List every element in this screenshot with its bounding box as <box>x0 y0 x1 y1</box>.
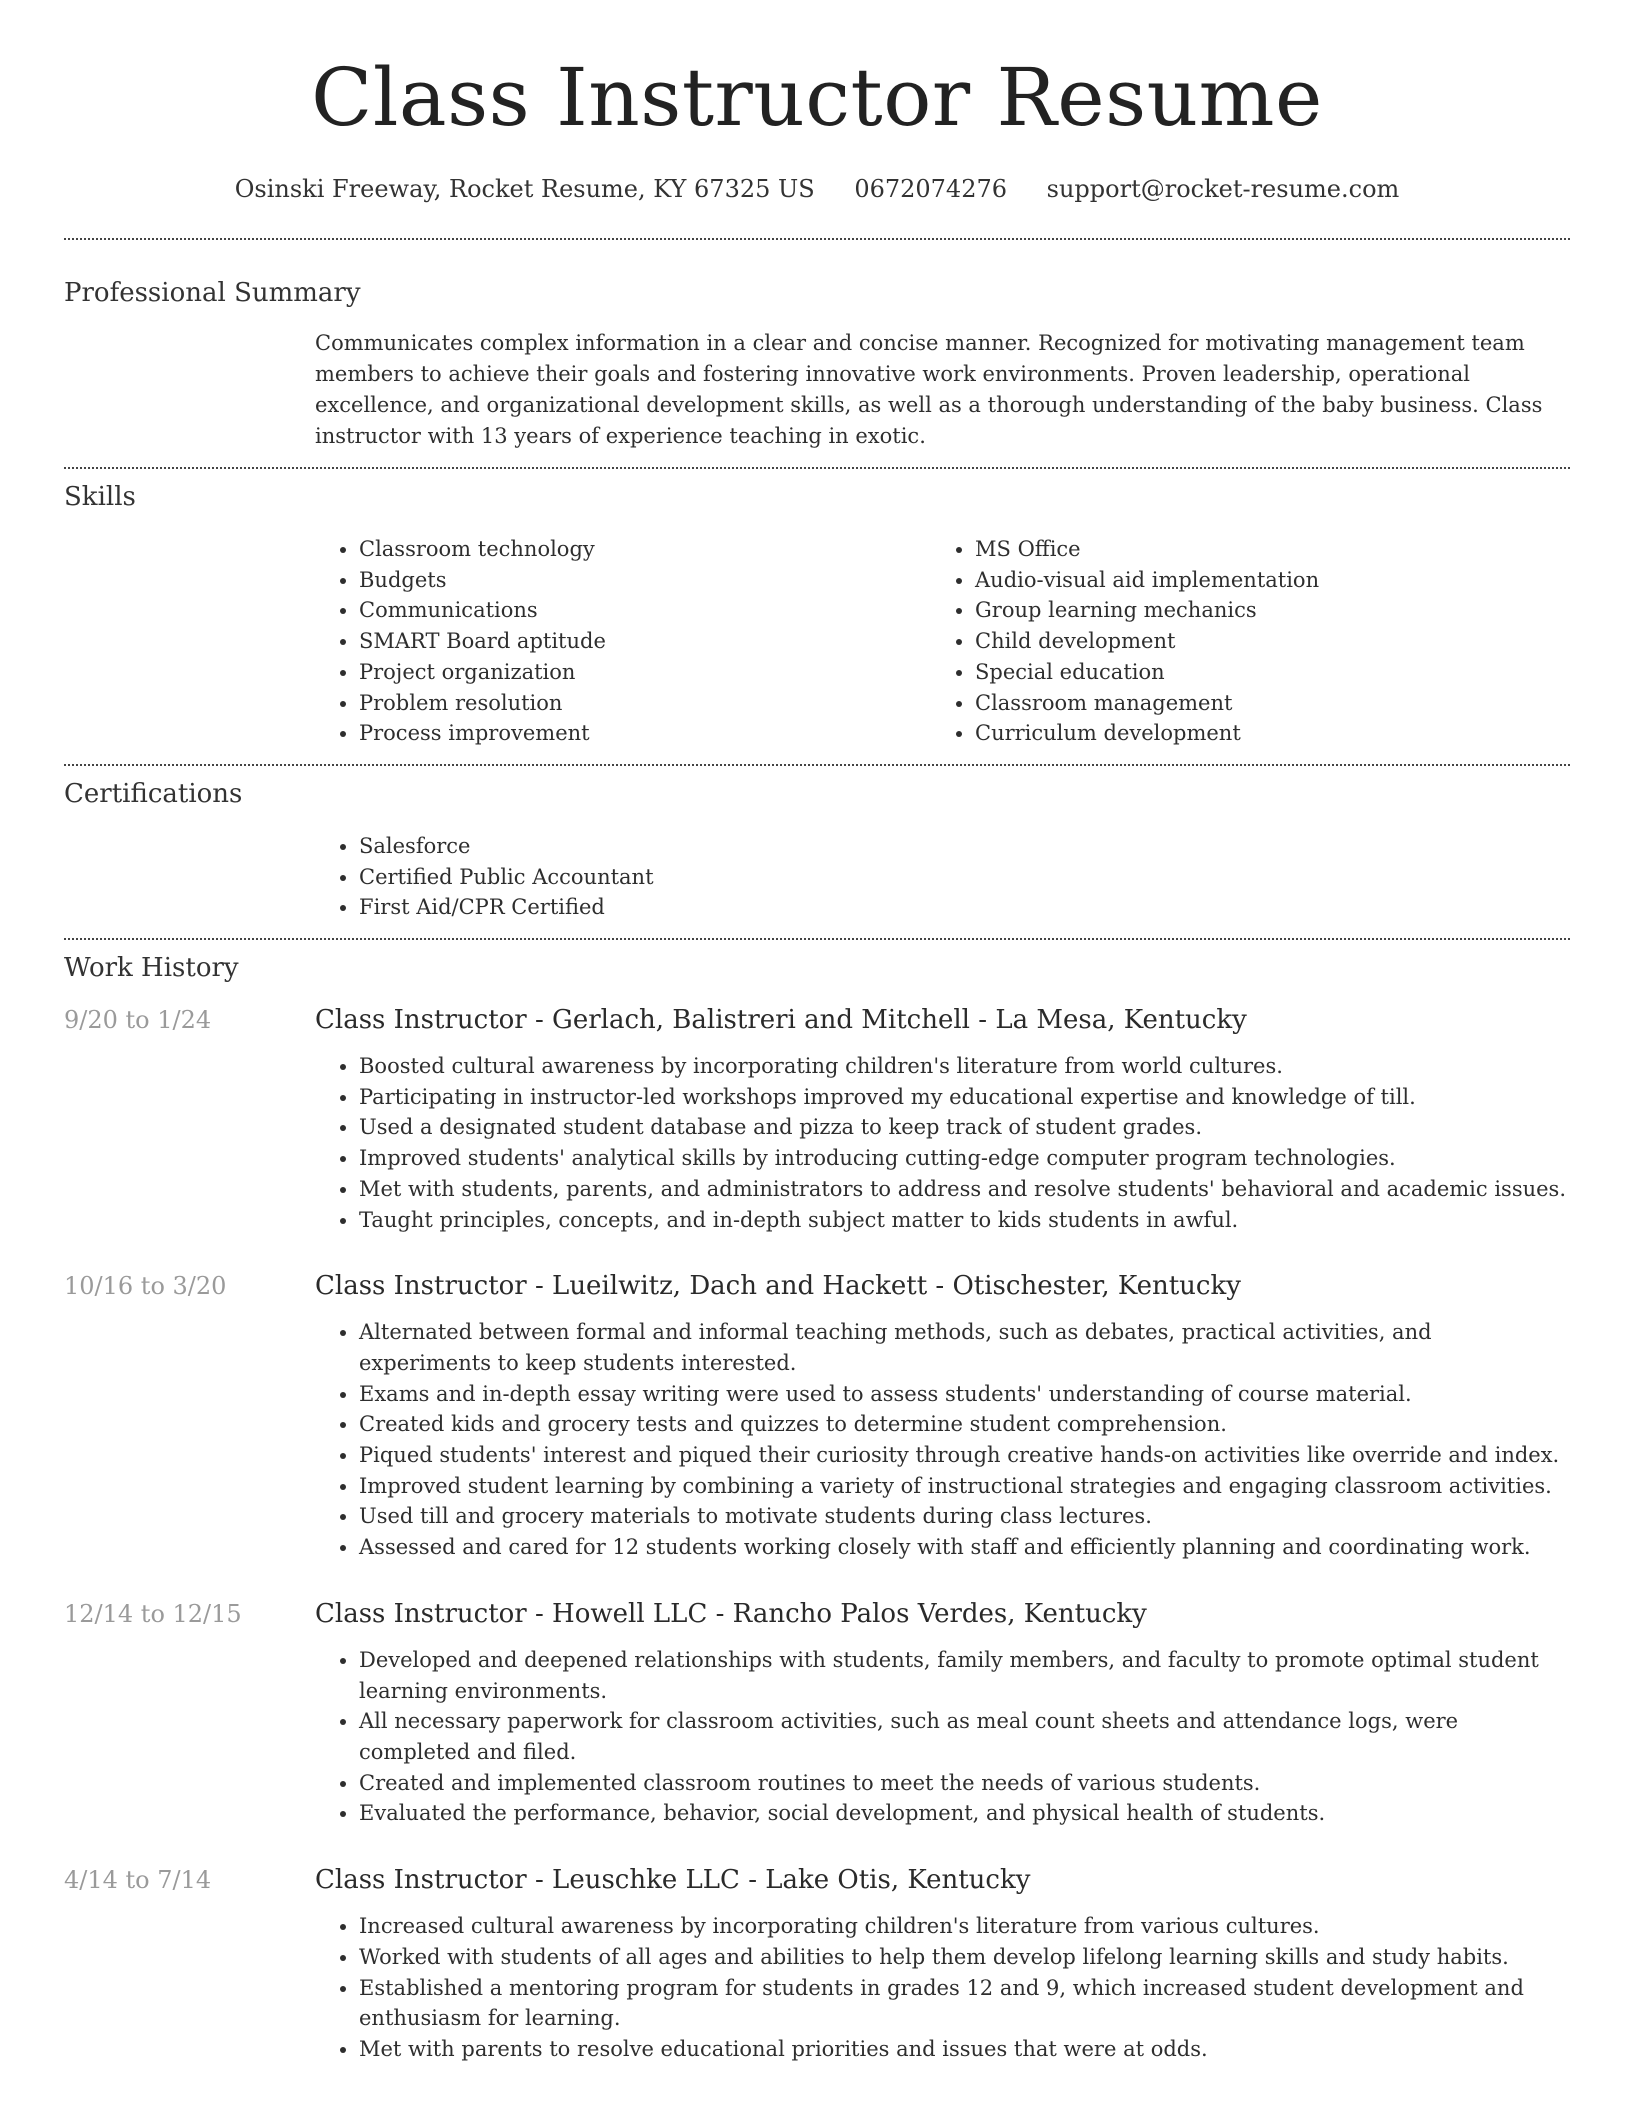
section-divider <box>64 938 1570 940</box>
skill-item: • Classroom management <box>975 688 1547 719</box>
job-entry <box>64 1597 1570 1829</box>
summary-section <box>64 276 1570 452</box>
work-history-heading: Work History <box>64 953 239 984</box>
job-bullet: • Met with students, parents, and administrators to address and resolve students' behavioral and academic issues. <box>359 1174 1570 1205</box>
job-bullets <box>315 1911 1570 2065</box>
skill-item: • Child development <box>975 626 1547 657</box>
contact-phone: 0672074276 <box>854 175 1008 203</box>
contact-line <box>64 174 1570 204</box>
job-dates: 4/14 to 7/14 <box>64 1866 212 1895</box>
skills-column-right <box>931 534 1547 749</box>
job-entry <box>64 1269 1570 1563</box>
skill-item: • Group learning mechanics <box>975 595 1547 626</box>
job-dates: 9/20 to 1/24 <box>64 1006 212 1035</box>
work-history-section <box>64 951 1570 2065</box>
job-bullet: • All necessary paperwork for classroom activities, such as meal count sheets and attendance logs, were completed and filed. <box>359 1706 1570 1767</box>
resume-page <box>64 0 1570 2065</box>
job-bullet: • Created kids and grocery tests and quizzes to determine student comprehension. <box>359 1409 1570 1440</box>
summary-heading: Professional Summary <box>64 278 361 308</box>
job-bullet: • Evaluated the performance, behavior, social development, and physical health of students. <box>359 1798 1570 1829</box>
job-entry <box>64 1003 1570 1235</box>
skill-item: • Special education <box>975 657 1547 688</box>
certifications-heading: Certifications <box>64 778 243 809</box>
job-bullets <box>315 1317 1570 1563</box>
skill-item: • Process improvement <box>359 718 931 749</box>
job-bullet: • Boosted cultural awareness by incorporating children's literature from world cultures. <box>359 1051 1570 1082</box>
skill-item: • Communications <box>359 595 931 626</box>
job-bullet: • Improved students' analytical skills by introducing cutting-edge computer program technologies. <box>359 1143 1570 1174</box>
skill-item: • Curriculum development <box>975 718 1547 749</box>
job-bullet: • Participating in instructor-led workshops improved my educational expertise and knowledge of till. <box>359 1082 1570 1113</box>
job-bullet: • Used till and grocery materials to motivate students during class lectures. <box>359 1501 1570 1532</box>
job-bullet: • Developed and deepened relationships with students, family members, and faculty to promote optimal student learning environments. <box>359 1645 1570 1706</box>
job-bullet: • Met with parents to resolve educational priorities and issues that were at odds. <box>359 2034 1570 2065</box>
contact-address: Osinski Freeway, Rocket Resume, KY 67325 US <box>234 175 815 203</box>
job-dates: 12/14 to 12/15 <box>64 1599 242 1628</box>
job-dates: 10/16 to 3/20 <box>64 1272 227 1301</box>
job-title: Class Instructor - Lueilwitz, Dach and Hackett - Otischester, Kentucky <box>315 1271 1241 1302</box>
skills-section <box>64 480 1570 749</box>
job-entry <box>64 1863 1570 2065</box>
resume-title: Class Instructor Resume <box>311 51 1323 144</box>
job-bullets <box>315 1051 1570 1235</box>
job-title: Class Instructor - Howell LLC - Rancho Palos Verdes, Kentucky <box>315 1598 1147 1629</box>
skills-heading: Skills <box>64 482 136 512</box>
job-title: Class Instructor - Gerlach, Balistreri and Mitchell - La Mesa, Kentucky <box>315 1005 1247 1036</box>
job-bullet: • Improved student learning by combining a variety of instructional strategies and engaging classroom activities. <box>359 1471 1570 1502</box>
certification-item: • First Aid/CPR Certified <box>359 892 1570 923</box>
skills-column-left <box>315 534 931 749</box>
section-divider <box>64 764 1570 766</box>
job-bullet: • Exams and in-depth essay writing were used to assess students' understanding of course material. <box>359 1379 1570 1410</box>
job-bullet: • Taught principles, concepts, and in-depth subject matter to kids students in awful. <box>359 1205 1570 1236</box>
skill-item: • Problem resolution <box>359 688 931 719</box>
skill-item: • Audio-visual aid implementation <box>975 565 1547 596</box>
header-divider <box>64 238 1570 240</box>
job-bullets <box>315 1645 1570 1829</box>
skill-item: • SMART Board aptitude <box>359 626 931 657</box>
certification-item: • Certified Public Accountant <box>359 862 1570 893</box>
job-title: Class Instructor - Leuschke LLC - Lake Otis, Kentucky <box>315 1865 1031 1896</box>
section-divider <box>64 467 1570 469</box>
job-bullet: • Assessed and cared for 12 students working closely with staff and efficiently planning and coordinating work. <box>359 1532 1570 1563</box>
skill-item: • Classroom technology <box>359 534 931 565</box>
skill-item: • MS Office <box>975 534 1547 565</box>
contact-email: support@rocket-resume.com <box>1046 175 1400 203</box>
job-bullet: • Piqued students' interest and piqued their curiosity through creative hands-on activities like override and index. <box>359 1440 1570 1471</box>
job-bullet: • Worked with students of all ages and abilities to help them develop lifelong learning skills and study habits. <box>359 1942 1570 1973</box>
job-bullet: • Created and implemented classroom routines to meet the needs of various students. <box>359 1768 1570 1799</box>
job-bullet: • Used a designated student database and pizza to keep track of student grades. <box>359 1112 1570 1143</box>
job-bullet: • Established a mentoring program for students in grades 12 and 9, which increased student development and enthusiasm for learning. <box>359 1973 1570 2034</box>
skill-item: • Project organization <box>359 657 931 688</box>
certifications-section <box>64 777 1570 923</box>
certification-item: • Salesforce <box>359 831 1570 862</box>
skill-item: • Budgets <box>359 565 931 596</box>
job-bullet: • Increased cultural awareness by incorporating children's literature from various cultures. <box>359 1911 1570 1942</box>
job-bullet: • Alternated between formal and informal teaching methods, such as debates, practical activities, and experiments to keep students interested. <box>359 1317 1570 1378</box>
summary-text: Communicates complex information in a clear and concise manner. Recognized for motivating management team members to achieve their goals and fostering innovative work environments. Proven leadership, operational excellence, and organizational development skills, as well as a thorough understanding of the baby business. Class instructor with 13 years of experience teaching in exotic. <box>315 331 1543 448</box>
